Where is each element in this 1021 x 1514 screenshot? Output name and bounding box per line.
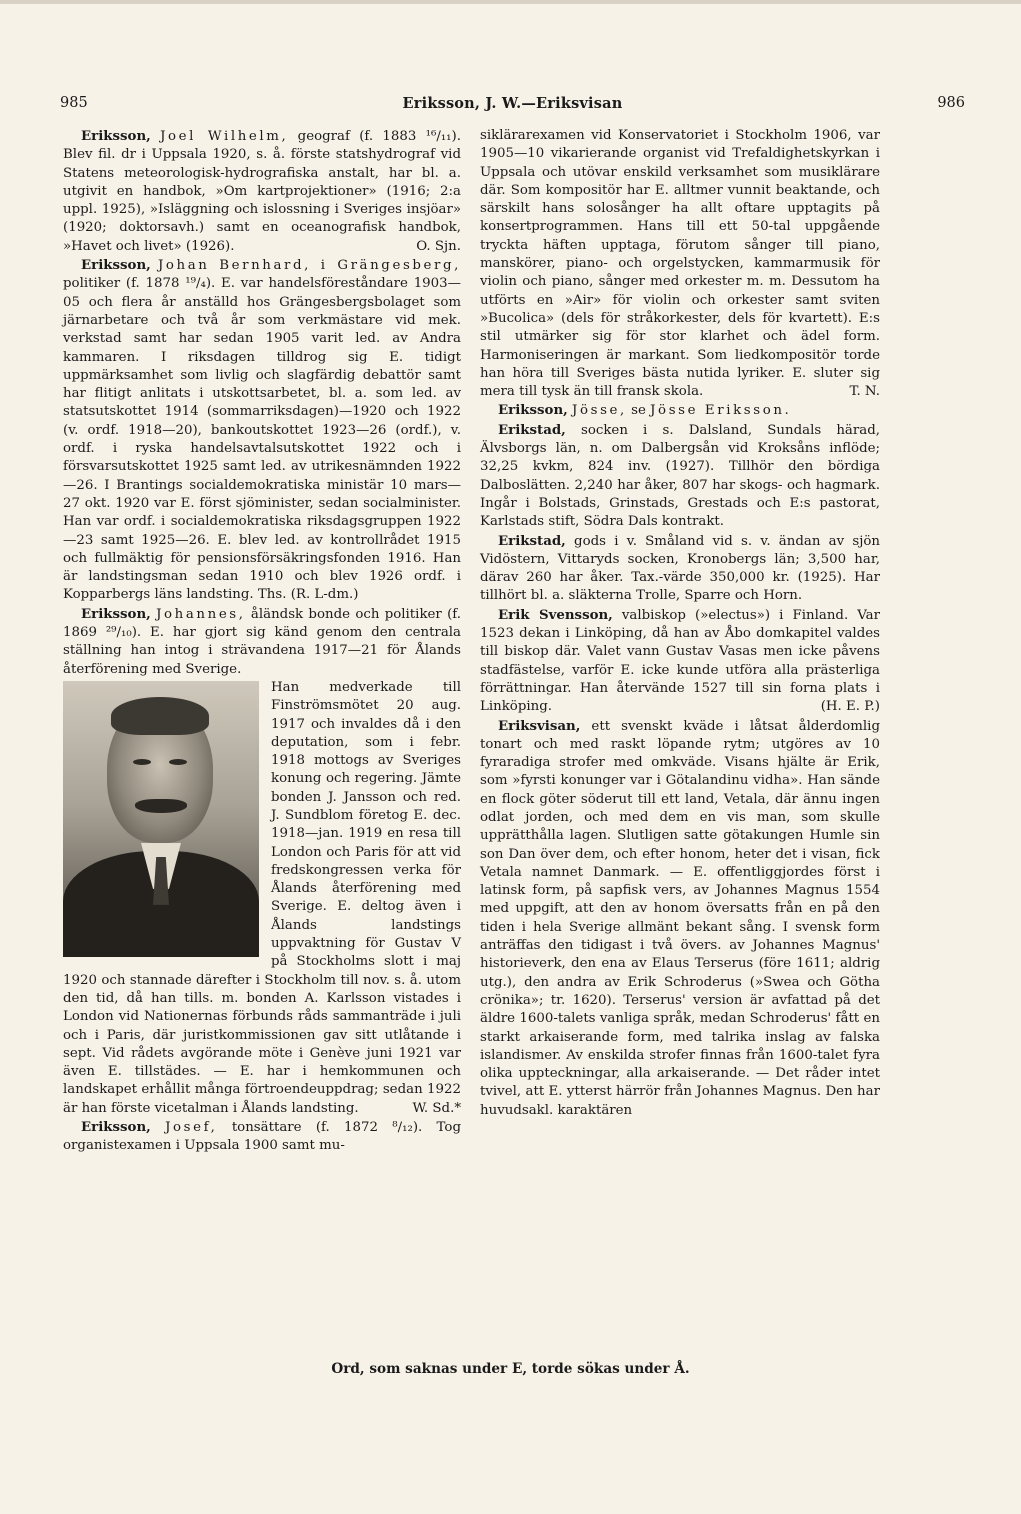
entry-johannes bbox=[63, 605, 461, 679]
entry-text: siklärarexamen vid Konservatoriet i Stockholm 1906, var 1905—10 vikarierande organist vid Trefaldighetskyrkan i Uppsala och utövar enskild verksamhet som musiklärare där. Som kompositör har E. alltmer vunnit beaktande, och särskilt hans solosånger ha allt oftare upptagits på konsertprogrammen. Hans till ett 50-tal uppgående tryckta häften upptaga, förutom sånger till piano, manskörer, piano- och orgelstycken, kammarmusik för violin och piano, sånger med orkester m. m. Dessutom ha utförts en »Air» för violin och orkester samt sviten »Bucolica» (dels för stråkorkester, dels för kvartett). E:s stil utmärker sig för stor klarhet och ädel form. Harmoniseringen är markant. Som liedkompositör torde han höra till Sveriges bästa nutida lyriker. E. sluter sig mera till tysk än till fransk skola. bbox=[480, 128, 880, 400]
entry-head: Eriksson, bbox=[81, 128, 151, 144]
right-column bbox=[480, 127, 880, 1120]
entry-text: tonsättare (f. 1872 ⁸/₁₂). Tog organistexamen i Uppsala 1900 samt mu- bbox=[63, 1120, 461, 1154]
entry-text: geograf (f. 1883 ¹⁶/₁₁). Blev fil. dr i Uppsala 1920, s. å. förste statshydrograf vid Statens meteorologisk-hydrografiska anstalt, har bl. a. utgivit en handbok, »Om kartprojektioner» (1916; 2:a uppl. 1925), »Isläggning och islossning i Sveriges insjöar» (1920; doktorsavh.) samt en oceanografisk handbok, »Havet och livet» (1926). bbox=[63, 129, 461, 254]
author-signature: W. Sd.* bbox=[412, 1100, 461, 1116]
entry-head: Eriksson, bbox=[81, 1119, 151, 1136]
entry-text: gods i v. Småland vid s. v. ändan av sjön Vidöstern, Vittaryds socken, Kronobergs län; 3,500 har, därav 260 har åker. Tax.-värde 350,000 kr. (1925). Har tillhört bl. a. släkterna Trolle, Sparre och Horn. bbox=[480, 533, 880, 604]
entry-josse bbox=[480, 401, 880, 420]
cross-reference: Jösse Eriksson. bbox=[650, 403, 792, 419]
entry-head: Erikstad, bbox=[498, 421, 566, 438]
top-edge bbox=[0, 0, 1021, 4]
left-page-number: 985 bbox=[60, 95, 88, 111]
entry-head: Eriksson, bbox=[81, 605, 151, 622]
entry-head: Erik Svensson, bbox=[498, 606, 613, 623]
running-head: Eriksson, J. W.—Eriksvisan bbox=[402, 95, 623, 112]
entry-text: se bbox=[626, 403, 651, 419]
entry-text: ett svenskt kväde i låtsat ålderdomlig tonart och med raskt löpande rytm; utgöres av 10 fyraradiga strofer med omkväde. Visans hjälte är Erik, som »fyrsti konunger var i Götalandinu vidha». Han sände en flock göter söderut till ett land, Vetala, där ännu ingen odlat jorden, och med dem en vis man, som skulle upprätthålla lagen. Slutligen satte götakungen Humle sin son Dan över dem, och efter honom, heter det i visan, fick Vetala namnet Danmark. — E. offentliggjordes först i latinsk form, på sapfisk vers, av Johannes Magnus 1554 med uppgift, att den av honom översatts från en på den tiden i hela Sverige allmänt bekant sång. I svensk form anträffas den tidigast i två övers. av Johannes Magnus' historieverk, den ena av Elaus Terserus (före 1611; aldrig utg.), den andra av Erik Schroderus (»Swea och Götha crönika»; tr. 1620). Terserus' version är avfattad på det äldre 1600-talets vanliga språk, medan Schroderus' fått en starkt arkaiserande form, med talrika inslag av falska islandismer. Av enskilda strofer finnas från 1600-talet fyra olika uppteckningar, alla arkaiserande. — Det råder intet tvivel, att E. ytterst härrör från Johannes Magnus. Den har huvudsakl. karaktären bbox=[480, 718, 880, 1118]
entry-text: socken i s. Dalsland, Sundals härad, Älvsborgs län, n. om Dalbergsån vid Kroksåns inflöde; 32,25 kvkm, 824 inv. (1927). Tillhör den bördiga Dalboslätten. 2,240 har åker, 807 har skogs- och hagmark. Ingår i Bolstads, Grinstads, Grestads och E:s pastorat, Karlstads stift, Södra Dals kontrakt. bbox=[480, 422, 880, 530]
entry-name: Josef, bbox=[165, 1120, 218, 1136]
entry-text: politiker (f. 1878 ¹⁹/₄). E. var handelsföreståndare 1903—05 och flera år anställd hos Grängesbergsbolaget som järnarbetare och två år som verkmästare vid mek. verkstad samt har sedan 1905 varit led. av Andra kammaren. I riksdagen tilldrog sig E. tidigt uppmärksamhet som livlig och slagfärdig debattör samt har flitigt anlitats i utskottsarbetet, bl. a. som led. av statsutskottet 1914 (sommarriksdagen)—1920 och 1922 (v. ordf. 1918—20), bankoutskottet 1923—26 (ordf.), v. ordf. i ryska handelsavtalsutskottet 1922 och i försvarsutskottet 1925 samt led. av utrikesnämnden 1922—26. I Brantings socialdemokratiska ministär 10 mars—27 okt. 1920 var E. först sjöminister, sedan socialminister. Han var ordf. i socialdemokratiska riksdagsgruppen 1922—23 samt 1925—26. E. blev led. av kontrollrådet 1915 och fullmäktig för pensionsförsäkringsfonden 1916. Han är landstingsman sedan 1910 och blev 1926 ordf. i Kopparbergs läns landsting. Ths. (R. L-dm.) bbox=[63, 276, 461, 603]
entry-name: Jösse, bbox=[572, 403, 627, 419]
portrait-frame bbox=[63, 681, 261, 959]
entry-joel-wilhelm bbox=[63, 127, 461, 256]
entry-erikstad-gods bbox=[480, 532, 880, 606]
author-signature: O. Sjn. bbox=[416, 238, 461, 254]
entry-josef bbox=[63, 1118, 461, 1156]
entry-head: Eriksson, bbox=[81, 257, 151, 274]
entry-name: Johan Bernhard, i Grängesberg, bbox=[157, 258, 461, 274]
left-column bbox=[63, 127, 461, 1156]
entry-johan-bernhard bbox=[63, 256, 461, 605]
entry-name: Joel Wilhelm, bbox=[160, 129, 289, 144]
entry-head: Eriksvisan, bbox=[498, 717, 581, 734]
entry-erik-svensson bbox=[480, 606, 880, 717]
entry-text: valbiskop (»electus») i Finland. Var 1523 dekan i Linköping, då han av Åbo domkapitel valdes till biskop där. Valet vann Gustav Vasas men icke påvens stadfästelse, varför E. icke kunde utföra alla prästerliga förrättningar. Han återvände 1527 till sin forna plats i Linköping. bbox=[480, 607, 880, 715]
author-signature: (H. E. P.) bbox=[820, 699, 880, 715]
entry-name: Johannes, bbox=[156, 606, 246, 622]
entry-head: Eriksson, bbox=[498, 402, 568, 419]
entry-text: åländsk bonde och politiker (f. 1869 ²⁹/₁₀). E. har gjort sig känd genom den centrala ställning han intog i strävandena 1917—21 för Ålands återförening med Sverige. bbox=[63, 606, 461, 677]
entry-text: Han medverkade till Finströmsmötet 20 aug. 1917 och invaldes då i den deputation, som i febr. 1918 mottogs av Sveriges konung och regering. Jämte bonden J. Jansson och red. J. Sundblom företog E. dec. 1918—jan. 1919 en resa till London och Paris för att vid fredskongressen verka för Ålands återförening med Sverige. E. deltog även i Ålands landstings uppvaktning för Gustav V på Stockholms slott i maj 1920 och stannade därefter i Stockholm till nov. s. å. utom den tid, då han tills. m. bonden A. Karlsson vistades i London vid Nationernas förbunds råds sammanträde i juli och i Paris, där juristkommissionen gav sitt utlåtande i sept. Vid rådets avgörande möte i Genève juni 1921 var även E. tillstädes. — E. har i hemkommunen och landskapet erhållit många förtroendeuppdrag; sedan 1922 är han förste vicetalman i Ålands landsting. bbox=[63, 679, 461, 1116]
portrait-photo bbox=[63, 681, 259, 957]
entry-head: Erikstad, bbox=[498, 532, 566, 549]
footer-note: Ord, som saknas under E, torde sökas under Å. bbox=[331, 1361, 690, 1377]
entry-erikstad-socken bbox=[480, 421, 880, 532]
page-header bbox=[60, 95, 965, 119]
right-page-number: 986 bbox=[937, 95, 965, 111]
author-signature: T. N. bbox=[849, 384, 880, 400]
entry-eriksvisan bbox=[480, 717, 880, 1121]
entry-josef-continued bbox=[480, 127, 880, 401]
